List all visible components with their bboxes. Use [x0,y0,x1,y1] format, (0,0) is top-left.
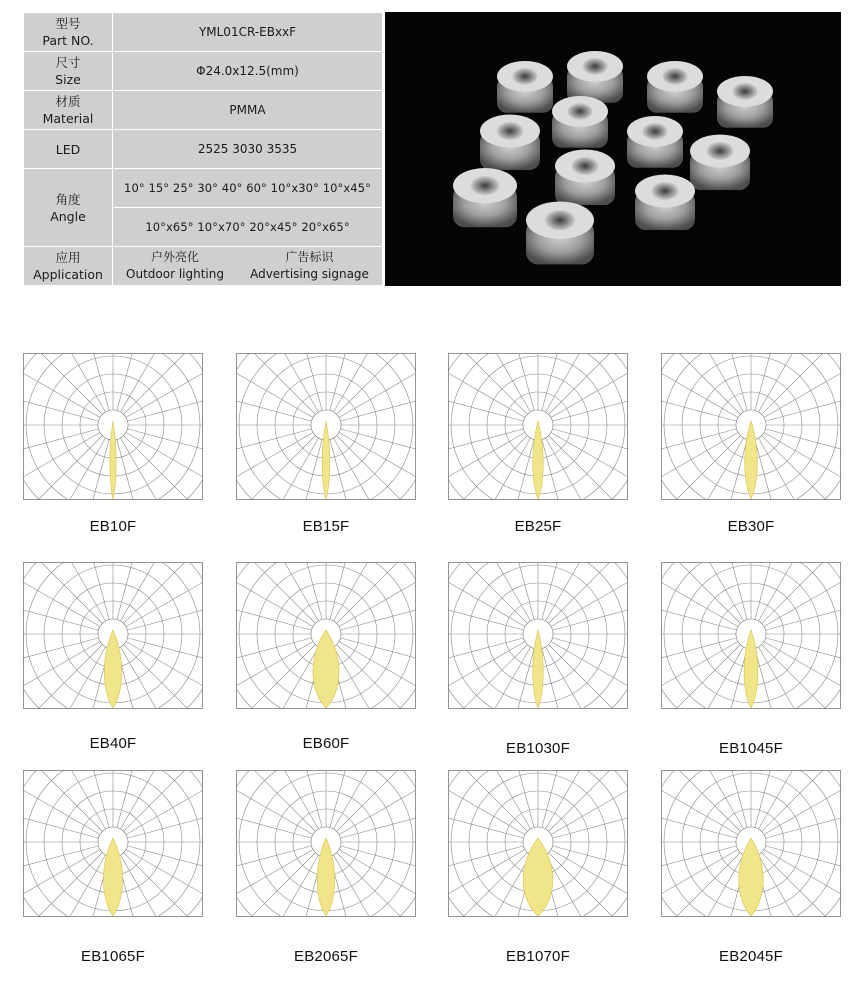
polar-diagram [23,562,203,709]
application-item-en: Outdoor lighting [126,267,224,281]
polar-radial-line [236,353,313,418]
polar-radial-line [236,647,319,709]
spec-label-cn: 材质 [55,94,81,109]
polar-radial-line [764,770,841,835]
polar-diagram [236,353,416,500]
polar-radial-line [546,770,629,829]
polar-radial-line [661,770,740,831]
polar-radial-line [339,642,416,710]
diagram-label: EB2045F [719,948,783,965]
polar-radial-line [448,647,531,709]
polar-grid [236,770,416,917]
spec-label [24,52,112,90]
diagram-label: EB25F [514,518,562,535]
polar-radial-line [334,647,417,709]
polar-radial-line [448,433,525,501]
spec-value-angles-line1: 10° 15° 25° 30° 40° 60° 10°x30° 10°x45° [113,169,382,207]
spec-label-cn: 角度 [55,191,81,207]
polar-radial-line [661,433,738,501]
product-photo [385,12,841,286]
lens-cavity [497,122,524,140]
lens-cavity [545,210,576,230]
polar-radial-line [759,855,842,917]
polar-radial-line [334,353,417,412]
polar-radial-line [661,642,738,710]
diagram-label: EB30F [727,518,775,535]
polar-radial-line [337,353,416,414]
lens-cavity [642,123,667,140]
polar-radial-line [124,353,203,414]
polar-radial-line [448,850,525,918]
diagram-label: EB15F [302,518,350,535]
lens-cavity [707,142,734,160]
polar-radial-line [661,562,738,627]
spec-row-part-no [24,13,382,51]
polar-grid [236,353,416,500]
polar-grid [23,353,203,500]
polar-diagram [661,353,841,500]
polar-radial-line [337,562,416,623]
spec-label-en: Application [33,267,103,282]
polar-radial-line [334,562,417,621]
spec-value: PMMA [113,91,382,129]
spec-value-application [113,247,382,285]
polar-radial-line [236,770,315,831]
polar-radial-line [236,770,319,829]
application-item [126,249,224,283]
polar-radial-line [23,353,102,414]
polar-radial-line [661,855,744,917]
spec-row-size [24,52,382,90]
polar-radial-line [546,855,629,917]
polar-radial-line [759,438,842,500]
polar-radial-line [448,353,531,412]
lens-cavity [732,83,757,100]
polar-radial-line [661,562,740,623]
spec-label [24,91,112,129]
spec-table [23,12,383,286]
polar-radial-line [23,770,102,831]
polar-radial-line [759,353,842,412]
application-item-en: Advertising signage [250,267,369,281]
polar-radial-line [661,562,744,621]
polar-radial-line [448,562,525,627]
lens-cavity [662,68,687,85]
spec-row-led [24,130,382,168]
polar-grid [448,353,628,500]
polar-radial-line [23,438,106,500]
polar-radial-line [762,770,841,831]
polar-radial-line [121,353,204,412]
polar-radial-line [339,353,416,418]
polar-radial-line [236,433,313,501]
polar-radial-line [236,562,319,621]
polar-radial-line [546,647,629,709]
spec-label [24,130,112,168]
polar-radial-line [759,647,842,709]
spec-label-cn: 应用 [55,250,81,265]
polar-diagram [661,770,841,917]
polar-grid [661,562,841,709]
polar-radial-line [334,438,417,500]
diagram-label: EB1065F [81,948,145,965]
polar-radial-line [126,562,203,627]
spec-label [24,247,112,285]
polar-radial-line [661,770,744,829]
polar-radial-line [448,770,527,831]
polar-radial-line [448,855,531,917]
spec-label [24,169,112,246]
polar-radial-line [551,433,628,501]
polar-grid [661,770,841,917]
polar-radial-line [236,353,319,412]
polar-radial-line [23,850,100,918]
polar-radial-line [764,353,841,418]
polar-radial-line [448,770,525,835]
polar-radial-line [661,353,740,414]
polar-diagram [448,353,628,500]
polar-radial-line [236,642,313,710]
polar-radial-line [448,562,527,623]
spec-label-cn: 型号 [55,16,81,31]
polar-grid [448,770,628,917]
lens-cavity [567,103,592,120]
polar-radial-line [448,642,525,710]
application-item [250,249,369,283]
polar-radial-line [126,770,203,835]
diagram-label: EB40F [89,735,137,752]
diagram-label: EB1045F [719,740,783,757]
polar-radial-line [23,770,100,835]
polar-radial-line [23,642,100,710]
polar-radial-line [661,850,738,918]
spec-label-en: Size [55,72,81,87]
polar-radial-line [23,855,106,917]
polar-radial-line [551,562,628,627]
polar-radial-line [546,562,629,621]
spec-label-en: Part NO. [42,33,94,48]
polar-diagram [236,770,416,917]
polar-grid [23,770,203,917]
polar-radial-line [448,770,531,829]
polar-radial-line [236,855,319,917]
polar-radial-line [334,855,417,917]
polar-radial-line [551,642,628,710]
polar-radial-line [448,562,531,621]
diagram-label: EB10F [89,518,137,535]
diagram-label: EB60F [302,735,350,752]
polar-radial-line [448,353,527,414]
lens-cavity [652,182,679,200]
polar-radial-line [126,642,203,710]
polar-radial-line [448,438,531,500]
polar-grid [661,353,841,500]
spec-row-angle [24,169,382,207]
polar-radial-line [126,433,203,501]
polar-radial-line [339,433,416,501]
polar-radial-line [121,562,204,621]
polar-diagram [23,770,203,917]
polar-diagram [448,770,628,917]
polar-radial-line [334,770,417,829]
polar-radial-line [549,562,628,623]
polar-radial-line [339,562,416,627]
polar-radial-line [762,562,841,623]
polar-radial-line [546,353,629,412]
application-item-cn: 户外亮化 [151,250,200,264]
polar-radial-line [661,353,738,418]
polar-radial-line [23,562,106,621]
polar-radial-line [121,855,204,917]
polar-radial-line [661,438,744,500]
polar-radial-line [764,642,841,710]
spec-value: YML01CR-EBxxF [113,13,382,51]
polar-radial-line [236,438,319,500]
polar-radial-line [661,770,738,835]
polar-diagram [23,353,203,500]
polar-radial-line [551,850,628,918]
polar-radial-line [549,770,628,831]
spec-row-material [24,91,382,129]
spec-value-angles-line2: 10°x65° 10°x70° 20°x45° 20°x65° [113,208,382,246]
polar-radial-line [124,562,203,623]
lens-photo-illustration [385,12,841,286]
polar-radial-line [551,353,628,418]
polar-radial-line [121,438,204,500]
polar-radial-line [126,353,203,418]
diagram-label: EB1030F [506,740,570,757]
polar-radial-line [764,562,841,627]
polar-radial-line [23,562,100,627]
polar-radial-line [661,647,744,709]
polar-diagram [661,562,841,709]
polar-radial-line [236,770,313,835]
diagram-label: EB1070F [506,948,570,965]
spec-value: 2525 3030 3535 [113,130,382,168]
diagram-label: EB2065F [294,948,358,965]
polar-radial-line [23,353,106,412]
polar-radial-line [23,353,100,418]
polar-radial-line [23,770,106,829]
spec-label [24,13,112,51]
polar-radial-line [448,353,525,418]
polar-radial-line [121,647,204,709]
polar-radial-line [236,850,313,918]
polar-radial-line [764,433,841,501]
spec-value: Φ24.0x12.5(mm) [113,52,382,90]
polar-radial-line [762,353,841,414]
polar-radial-line [764,850,841,918]
polar-radial-line [549,353,628,414]
polar-radial-line [759,562,842,621]
polar-radial-line [236,562,313,627]
spec-label-cn: 尺寸 [55,55,81,70]
lens-cavity [572,157,599,175]
polar-radial-line [126,850,203,918]
spec-label-en: Angle [50,208,86,224]
polar-grid [236,562,416,709]
polar-diagram [448,562,628,709]
polar-radial-line [23,433,100,501]
polar-radial-line [236,353,315,414]
spec-row-application [24,247,382,285]
application-item-cn: 广告标识 [285,250,334,264]
polar-radial-line [124,770,203,831]
polar-grid [448,562,628,709]
polar-diagram [236,562,416,709]
lens-cavity [582,58,607,75]
polar-radial-line [337,770,416,831]
polar-radial-line [759,770,842,829]
polar-radial-line [546,438,629,500]
spec-label-en: Material [42,111,94,126]
spec-label-en: LED [55,141,81,157]
polar-radial-line [339,850,416,918]
polar-grid [23,562,203,709]
lens-cavity [512,68,537,85]
polar-radial-line [23,562,102,623]
polar-radial-line [339,770,416,835]
polar-radial-line [661,353,744,412]
polar-radial-line [551,770,628,835]
polar-radial-line [23,647,106,709]
lens-cavity [471,176,500,195]
polar-radial-line [121,770,204,829]
polar-radial-line [236,562,315,623]
